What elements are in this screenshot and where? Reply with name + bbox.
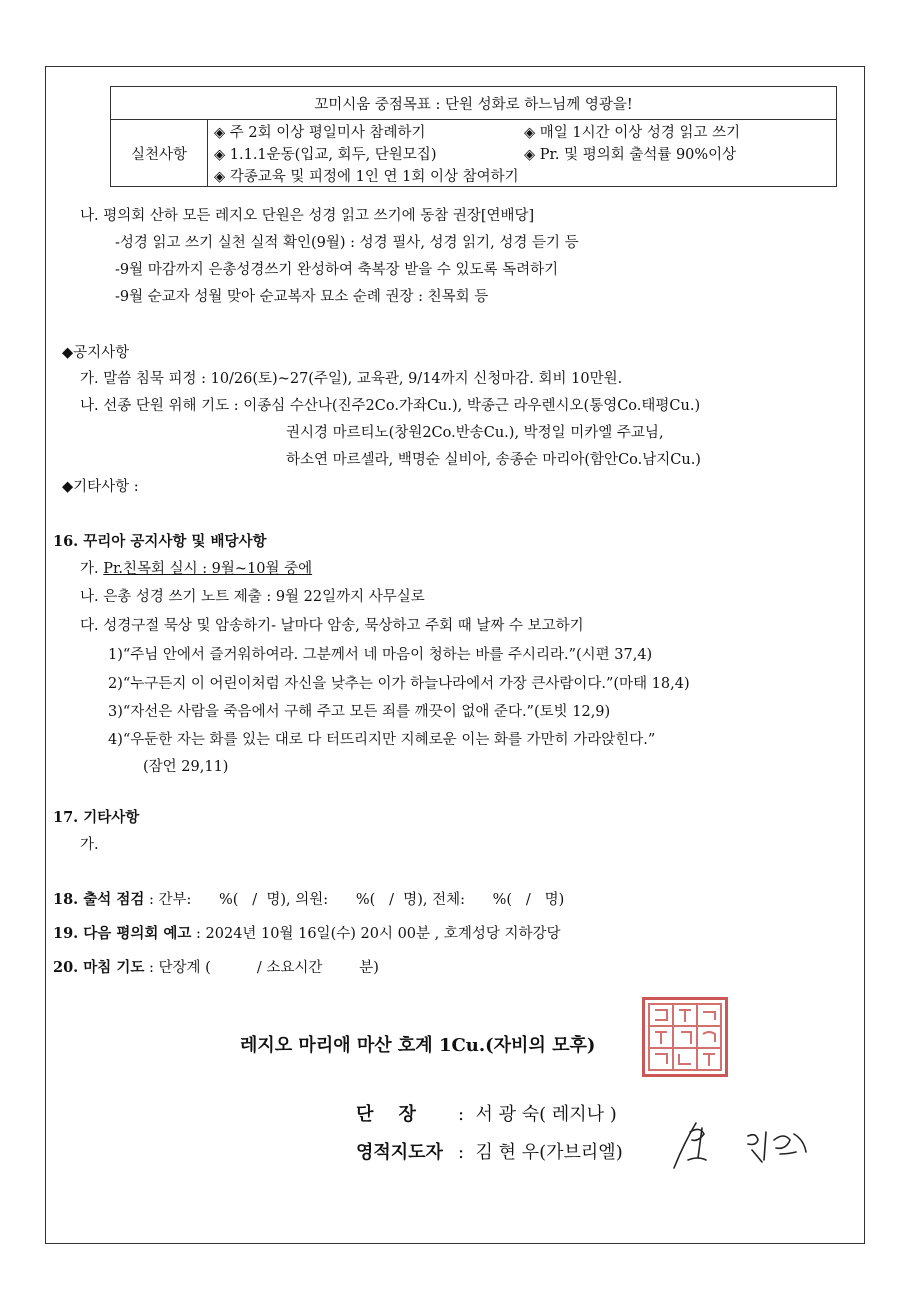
section-16-na: 나. 은총 성경 쓰기 노트 제출 : 9월 22일까지 사무실로 xyxy=(80,589,425,605)
section-16-title: 16. 꾸리아 공지사항 및 배당사항 xyxy=(53,533,267,550)
verse-item-cont: (잠언 29,11) xyxy=(143,759,229,775)
director-label: 영적지도자 xyxy=(356,1142,443,1163)
practice-item: ◈ 각종교육 및 피정에 1인 연 1회 이상 참여하기 xyxy=(214,168,519,185)
notice-ga: 가. 말씀 침묵 피정 : 10/26(토)~27(주일), 교육관, 9/14까지 신청마감. 회비 10만원. xyxy=(80,371,623,387)
section-17-title: 17. 기타사항 xyxy=(53,809,140,826)
practice-item: ◈ 매일 1시간 이상 성경 읽고 쓰기 xyxy=(524,124,741,141)
section-16-ga-text: Pr.친목회 실시 : 9월~10월 중에 xyxy=(103,561,313,577)
section-20 xyxy=(53,961,379,976)
practice-label: 실천사항 xyxy=(111,120,208,187)
section-17-ga: 가. xyxy=(80,837,99,853)
section-19-label: 19. 다음 평의회 예고 xyxy=(53,925,192,942)
notice-na-cont: 권시경 마르티노(창원2Co.반송Cu.), 박정일 미카엘 주교님, xyxy=(286,425,664,441)
section-16-ga-prefix: 가. xyxy=(80,561,104,577)
leader-name: : 서 광 숙( 레지나 ) xyxy=(458,1104,617,1125)
section-16-da: 다. 성경구절 묵상 및 암송하기- 날마다 암송, 묵상하고 주회 때 날짜 수 보고하기 xyxy=(80,618,584,634)
notice-na-cont: 하소연 마르셀라, 백명순 실비아, 송종순 마리아(함안Co.남지Cu.) xyxy=(286,452,701,468)
section-na-line: -성경 읽고 쓰기 실천 실적 확인(9월) : 성경 필사, 성경 읽기, 성경 듣기 등 xyxy=(115,235,579,251)
section-na-line: -9월 마감까지 은총성경쓰기 완성하여 축복장 받을 수 있도록 독려하기 xyxy=(115,262,559,278)
verse-item: 1)“주님 안에서 즐거워하여라. 그분께서 네 마음이 청하는 바를 주시리라.”(시편 37,4) xyxy=(108,647,653,663)
section-19-text: : 2024년 10월 16일(수) 20시 00분 , 호계성당 지하강당 xyxy=(196,926,561,942)
section-19 xyxy=(53,927,561,942)
handwritten-signature xyxy=(672,1110,822,1180)
section-18-label: 18. 출석 점검 xyxy=(53,891,145,908)
practice-item: ◈ 주 2회 이상 평일미사 참례하기 xyxy=(214,124,426,141)
section-16-ga xyxy=(80,562,312,577)
section-na-line: -9월 순교자 성월 맞아 순교복자 묘소 순례 권장 : 친목회 등 xyxy=(115,289,489,305)
section-18-text: : 간부: %( / 명), 의원: %( / 명), 전체: %( / 명) xyxy=(148,892,565,908)
praesidium-seal-stamp xyxy=(642,997,728,1077)
practice-item: ◈ Pr. 및 평의회 출석률 90%이상 xyxy=(524,146,737,163)
verse-item: 4)“우둔한 자는 화를 있는 대로 다 터뜨리지만 지혜로운 이는 화를 가만히 가라앉힌다.” xyxy=(108,732,656,748)
verse-item: 3)“자선은 사람을 죽음에서 구해 주고 모든 죄를 깨끗이 없애 준다.”(토빗 12,9) xyxy=(108,704,611,720)
leader-label: 단 장 xyxy=(356,1104,416,1125)
notice-na: 나. 선종 단원 위해 기도 : 이종심 수산나(진주2Co.가좌Cu.), 박종근 라우렌시오(통영Co.태평Cu.) xyxy=(80,398,701,414)
section-20-text: : 단장계 ( / 소요시간 분) xyxy=(148,960,379,976)
section-20-label: 20. 마침 기도 xyxy=(53,959,145,976)
goal-header: 꼬미시움 중점목표 : 단원 성화로 하느님께 영광을! xyxy=(111,87,837,120)
notice-heading: ◆공지사항 xyxy=(62,345,130,361)
organization-name: 레지오 마리애 마산 호계 1Cu.(자비의 모후) xyxy=(240,1035,596,1056)
section-18 xyxy=(53,893,564,908)
etc-heading: ◆기타사항 : xyxy=(62,479,139,495)
practice-item: ◈ 1.1.1운동(입교, 회두, 단원모집) xyxy=(214,146,437,163)
goal-table xyxy=(110,86,837,187)
section-na-title: 나. 평의회 산하 모든 레지오 단원은 성경 읽고 쓰기에 동참 권장[연배당] xyxy=(80,208,535,224)
practice-items xyxy=(208,120,837,187)
director-name: : 김 현 우(가브리엘) xyxy=(458,1142,623,1163)
verse-item: 2)“누구든지 이 어린이처럼 자신을 낮추는 이가 하늘나라에서 가장 큰사람이다.”(마태 18,4) xyxy=(108,676,690,692)
